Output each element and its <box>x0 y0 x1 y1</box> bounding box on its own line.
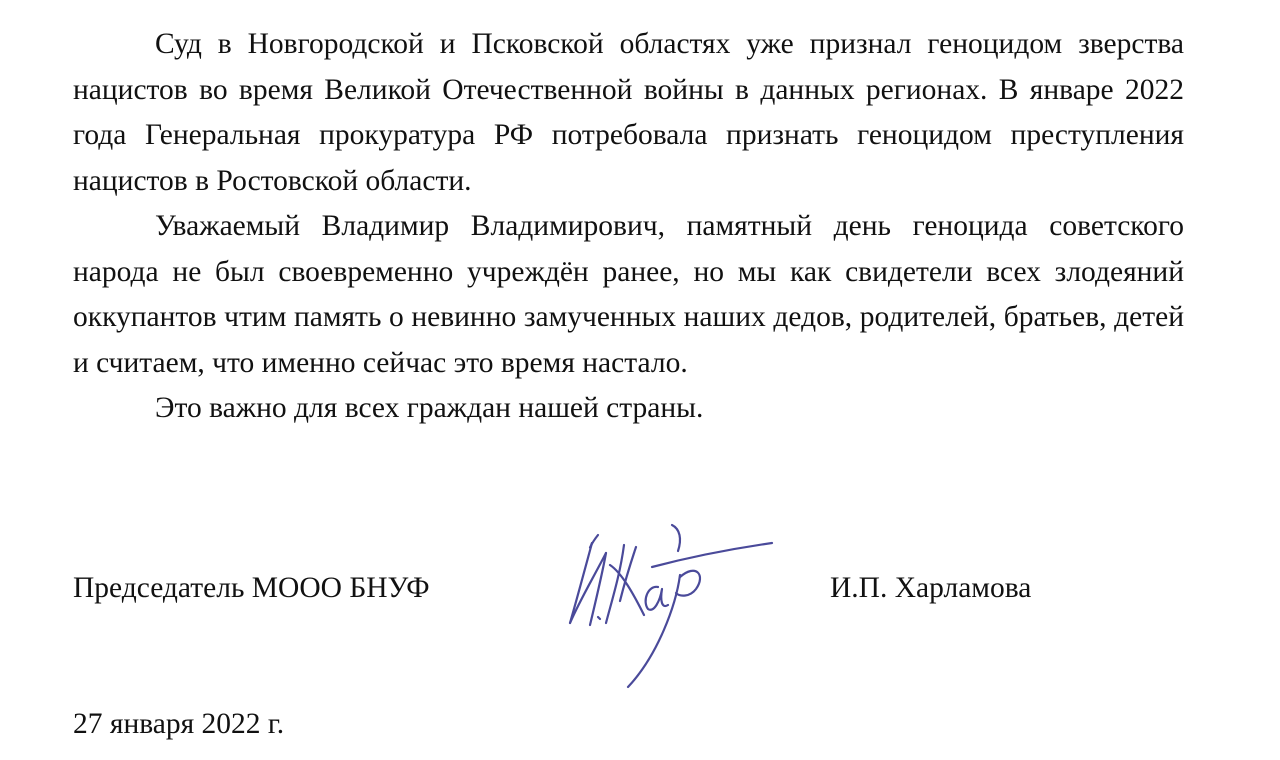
handwritten-signature <box>540 505 790 695</box>
paragraph-appeal: Уважаемый Владимир Владимирович, памятный день геноцида советского народа не был своевременно учреждён ранее, но мы как свидетели всех злодеяний оккупантов чтим память о невинно замученных наших дедов, родителей, братьев, детей и считаем, что именно сейчас это время настало. <box>73 210 1184 379</box>
signatory-name: И.П. Харламова <box>830 572 1032 604</box>
letter-body <box>73 22 1184 432</box>
signatory-title: Председатель МООО БНУФ <box>73 572 430 604</box>
paragraph-genocide-courts: Суд в Новгородской и Псковской областях уже признал геноцидом зверства нацистов во время Великой Отечественной войны в данных регионах. В январе 2022 года Генеральная прокуратура РФ потребовала признать геноцидом преступления нацистов в Ростовской области. <box>73 28 1184 197</box>
paragraph-importance: Это важно для всех граждан нашей страны. <box>155 392 704 424</box>
letter-date: 27 января 2022 г. <box>73 708 285 740</box>
